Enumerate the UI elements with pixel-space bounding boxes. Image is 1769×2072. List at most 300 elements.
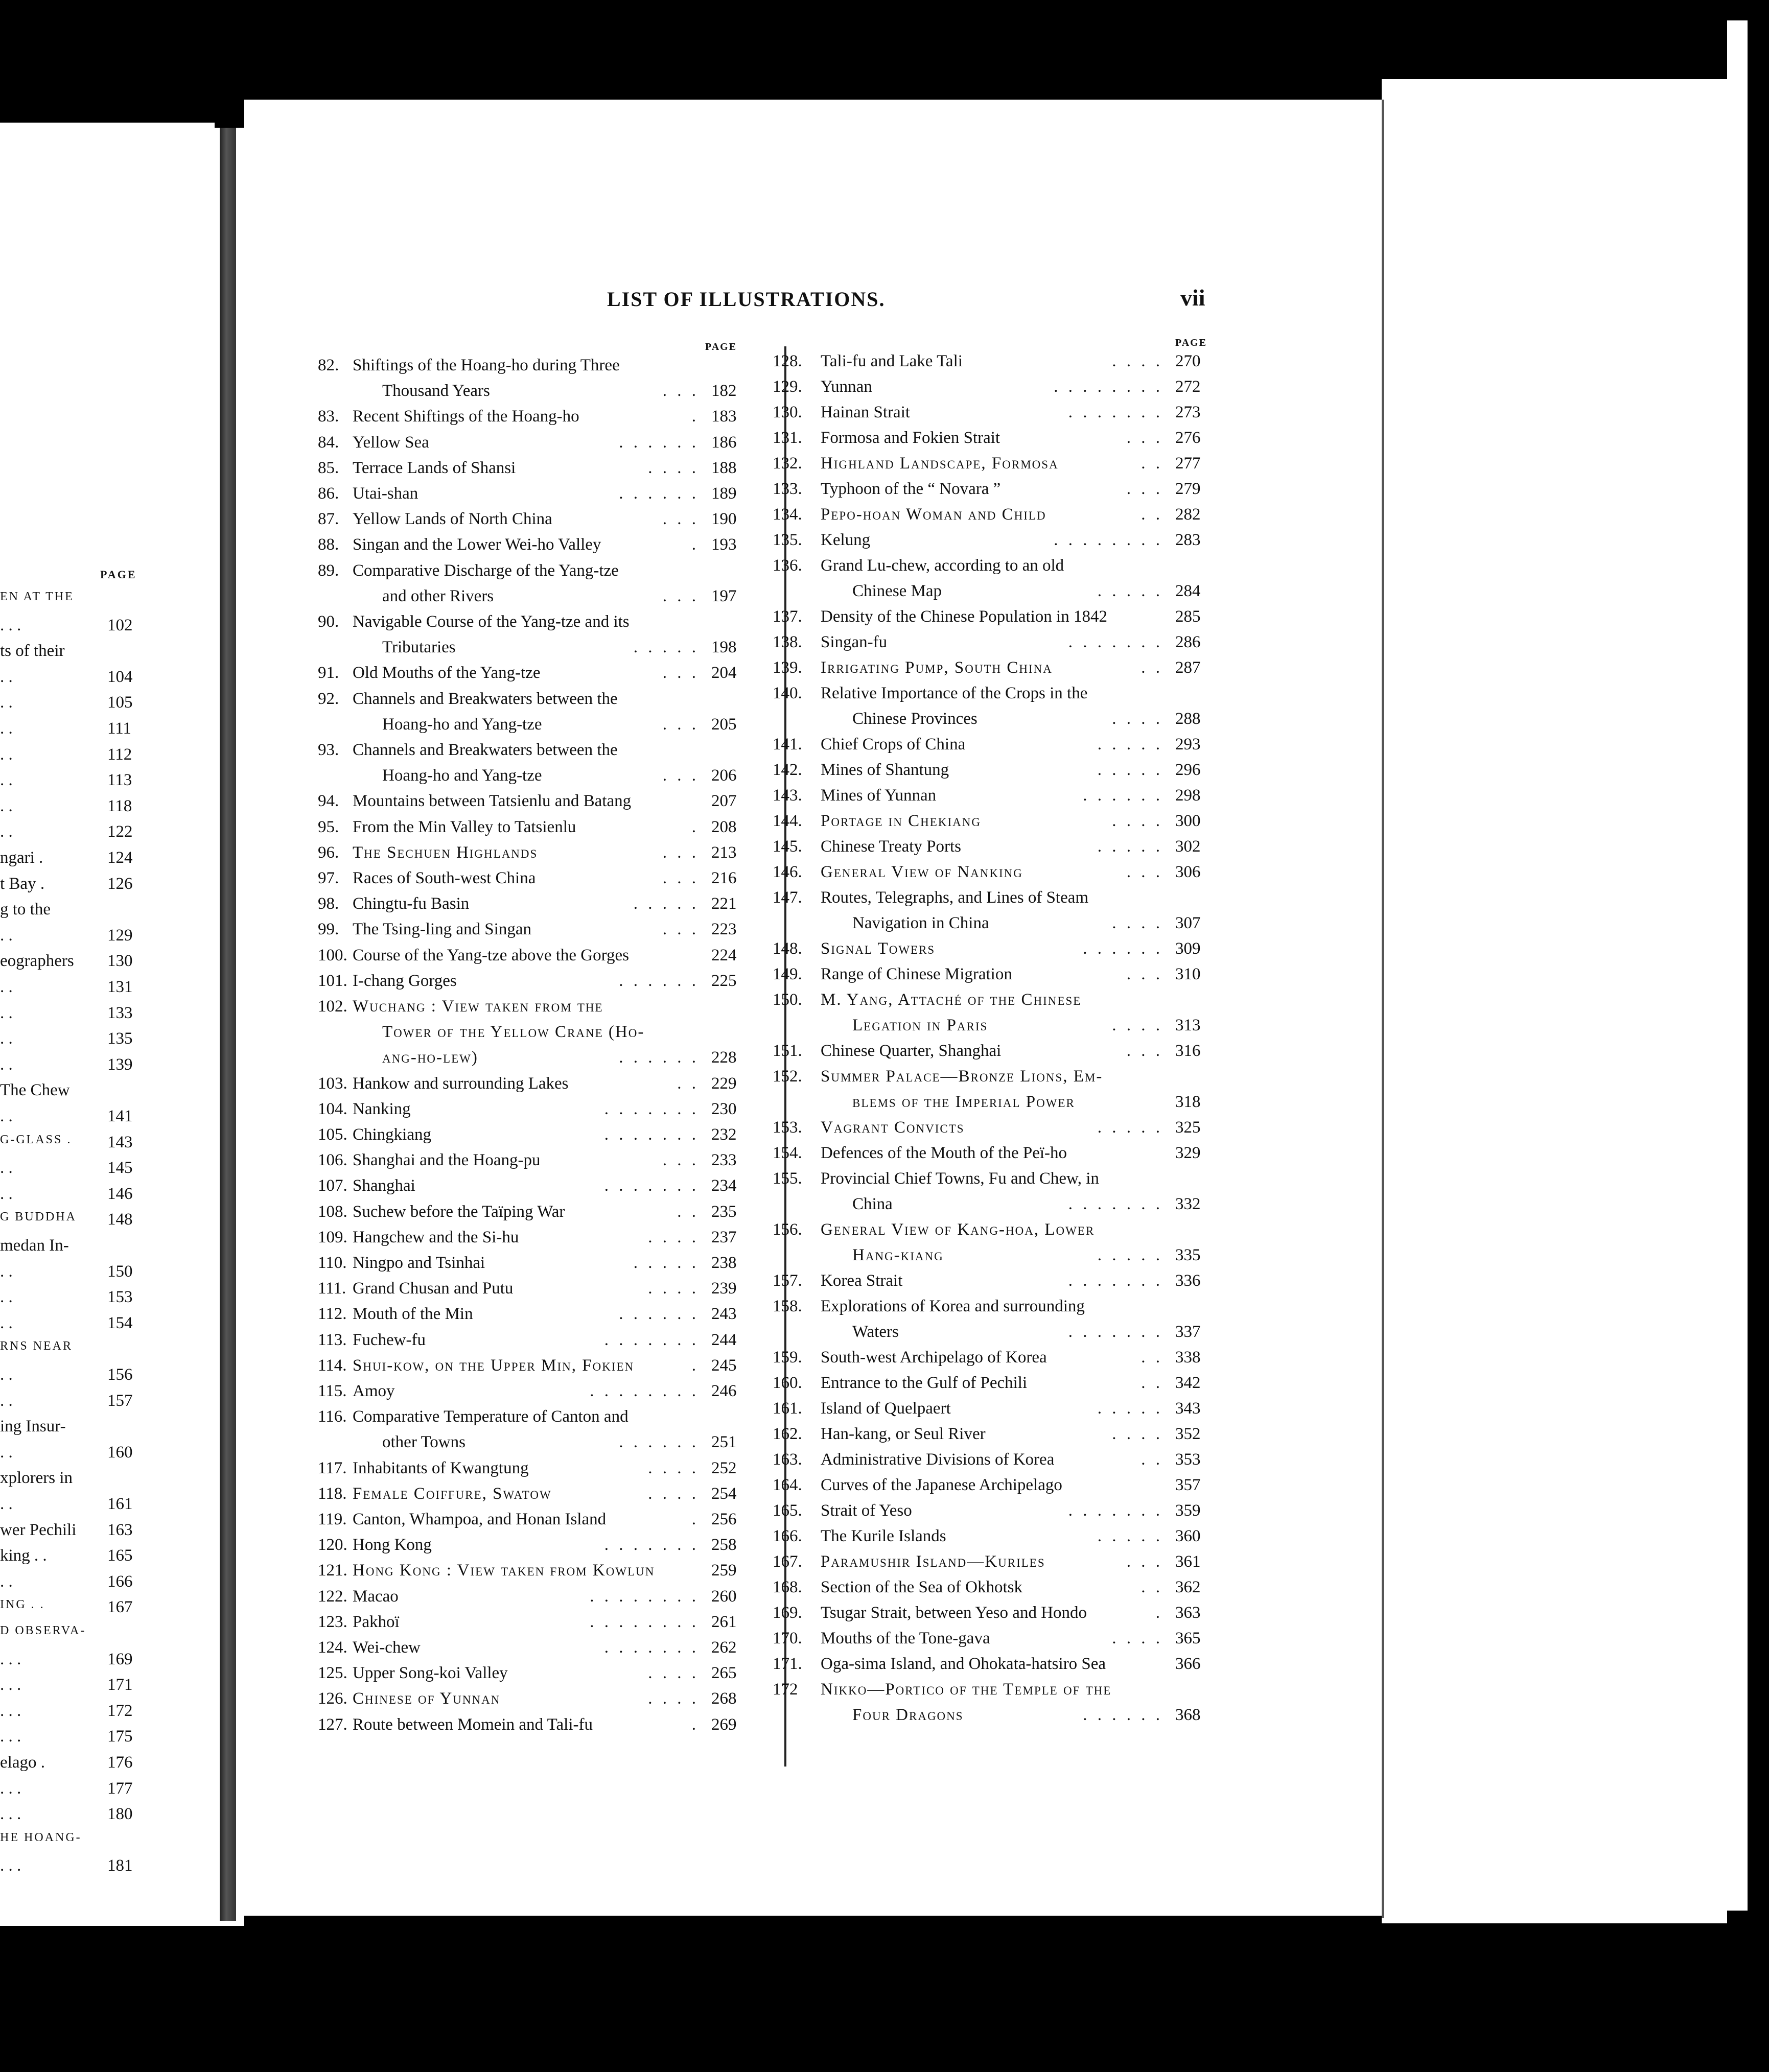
illustration-page: 233 (711, 1151, 737, 1170)
illustration-number: 151. (773, 1042, 802, 1060)
left-page-line-text: . . (0, 1572, 13, 1591)
left-page-line-text: . . (0, 1184, 13, 1203)
illustration-title: Route between Momein and Tali-fu (353, 1715, 593, 1734)
illustration-page: 230 (711, 1099, 737, 1118)
illustration-number: 140. (773, 684, 802, 702)
illustration-page: 329 (1175, 1144, 1201, 1162)
left-page-line-text: . . . (0, 616, 21, 634)
illustration-title: Yellow Lands of North China (353, 510, 552, 529)
illustration-number: 107. (318, 1176, 347, 1195)
illustration-title: Channels and Breakwaters between the (353, 689, 618, 708)
illustration-title: Recent Shiftings of the Hoang-ho (353, 407, 579, 426)
illustration-title: Range of Chinese Migration (821, 965, 1012, 983)
leader-dots: . . . (662, 1151, 699, 1170)
illustration-number: 93. (318, 741, 339, 759)
illustration-number: 159. (773, 1348, 802, 1367)
illustration-title: General View of Nanking (821, 863, 1023, 881)
illustration-title: China (852, 1195, 893, 1213)
book-spine-shadow (220, 128, 236, 1921)
illustration-number: 116. (318, 1407, 347, 1426)
illustration-title: Yunnan (821, 378, 872, 396)
illustration-title: Tali-fu and Lake Tali (821, 352, 963, 370)
left-page-line-text: G-GLASS . (0, 1133, 72, 1146)
leader-dots: . . . (662, 664, 699, 682)
illustration-page: 277 (1175, 454, 1201, 473)
leader-dots: . . . . (648, 1458, 699, 1477)
left-page-line-page: 160 (107, 1443, 133, 1462)
leader-dots: . . . . . (633, 1254, 699, 1272)
illustration-title: Tower of the Yellow Crane (Ho- (382, 1023, 645, 1042)
illustration-page: 235 (711, 1202, 737, 1221)
left-page-line-text: ing Insur- (0, 1417, 66, 1436)
illustration-page: 360 (1175, 1527, 1201, 1545)
left-page-line-page: 129 (107, 926, 133, 945)
left-page-line-text: . . (0, 1003, 13, 1022)
left-page-line-page: 130 (107, 952, 133, 971)
illustration-number: 138. (773, 633, 802, 651)
illustration-number: 99. (318, 920, 339, 939)
illustration-page: 237 (711, 1228, 737, 1246)
left-page-line-page: 124 (107, 849, 133, 867)
illustration-page: 197 (711, 586, 737, 605)
illustration-title: Hankow and surrounding Lakes (353, 1074, 569, 1093)
illustration-page: 352 (1175, 1425, 1201, 1443)
leader-dots: . . . . . (633, 894, 699, 913)
left-page-line-page: 104 (107, 667, 133, 686)
illustration-title: Provincial Chief Towns, Fu and Chew, in (821, 1169, 1099, 1188)
page-title: LIST OF ILLUSTRATIONS. (607, 288, 886, 311)
leader-dots: . . . . . (1097, 1399, 1163, 1418)
leader-dots: . . . . . . . (604, 1125, 699, 1144)
left-page-line-text: . . (0, 1262, 13, 1281)
illustration-title: Chinese Treaty Ports (821, 837, 962, 856)
leader-dots: . (691, 407, 699, 426)
left-page-line-page: 181 (107, 1856, 133, 1875)
illustration-title: Fuchew-fu (353, 1330, 426, 1349)
illustration-title: Summer Palace—Bronze Lions, Em- (821, 1067, 1103, 1086)
illustration-number: 110. (318, 1254, 347, 1272)
illustration-title: Korea Strait (821, 1272, 903, 1290)
page-edge (1727, 20, 1769, 1926)
leader-dots: . . . . (1112, 1629, 1163, 1647)
illustration-page: 238 (711, 1254, 737, 1272)
leader-dots: . . . (1126, 1042, 1163, 1060)
illustration-title: Chinese Map (852, 582, 942, 600)
leader-dots: . . (1141, 1374, 1163, 1392)
left-page-line-text: . . (0, 1495, 13, 1513)
illustration-number: 120. (318, 1536, 347, 1555)
leader-dots: . . . . (1112, 710, 1163, 728)
illustration-number: 160. (773, 1374, 802, 1392)
illustration-number: 128. (773, 352, 802, 370)
illustration-page: 298 (1175, 786, 1201, 805)
illustration-page: 310 (1175, 965, 1201, 983)
illustration-number: 89. (318, 561, 339, 580)
illustration-number: 147. (773, 888, 802, 907)
leader-dots: . . . . . . . (1068, 1195, 1163, 1213)
illustration-title: Hang-kiang (852, 1246, 944, 1264)
left-page-line-page: 156 (107, 1365, 133, 1384)
illustration-page: 182 (711, 382, 737, 401)
illustration-number: 87. (318, 510, 339, 529)
left-page-line-page: 154 (107, 1313, 133, 1332)
illustration-title: Grand Lu-chew, according to an old (821, 556, 1064, 575)
illustration-number: 117. (318, 1458, 347, 1477)
illustration-page: 243 (711, 1305, 737, 1324)
leader-dots: . . . (1126, 863, 1163, 881)
illustration-title: Grand Chusan and Putu (353, 1279, 514, 1298)
illustration-number: 88. (318, 535, 339, 554)
illustration-number: 145. (773, 837, 802, 856)
left-page-line-text: medan In- (0, 1236, 69, 1255)
illustration-number: 111. (318, 1279, 346, 1298)
illustration-number: 169. (773, 1604, 802, 1622)
illustration-title: Density of the Chinese Population in 1842 (821, 607, 1107, 626)
illustration-page: 198 (711, 638, 737, 657)
left-page-line-page: 118 (107, 796, 132, 815)
illustration-title: Chinese Provinces (852, 710, 977, 728)
illustration-number: 162. (773, 1425, 802, 1443)
left-page-line-text: . . (0, 1029, 13, 1048)
illustration-title: Navigable Course of the Yang-tze and its (353, 613, 630, 631)
illustration-page: 205 (711, 715, 737, 734)
illustration-page: 259 (711, 1561, 737, 1580)
illustration-title: Course of the Yang-tze above the Gorges (353, 946, 630, 964)
left-page-line-page: 172 (107, 1701, 133, 1720)
left-page-line-page: 141 (107, 1107, 133, 1125)
illustration-page: 318 (1175, 1093, 1201, 1111)
illustration-title: Races of South-west China (353, 869, 536, 887)
illustration-title: I-chang Gorges (353, 971, 457, 990)
left-page-line-text: elago . (0, 1753, 45, 1772)
left-page-line-text: . . (0, 796, 13, 815)
illustration-number: 124. (318, 1638, 347, 1657)
left-page-line-text: ngari . (0, 849, 43, 867)
left-page-line-page: 139 (107, 1055, 133, 1074)
leader-dots: . . . . (1112, 914, 1163, 932)
leader-dots: . . (677, 1074, 699, 1093)
illustration-title: The Sechuen Highlands (353, 843, 538, 862)
left-page-line-text: eographers (0, 952, 74, 971)
illustration-number: 86. (318, 484, 339, 503)
illustration-title: Four Dragons (852, 1706, 964, 1724)
illustration-number: 109. (318, 1228, 347, 1246)
illustration-number: 118. (318, 1484, 347, 1503)
illustration-title: Highland Landscape, Formosa (821, 454, 1059, 473)
illustration-number: 164. (773, 1476, 802, 1494)
leader-dots: . . . . . . . . (590, 1382, 699, 1400)
illustration-page: 186 (711, 433, 737, 452)
illustration-title: Waters (852, 1323, 899, 1341)
illustration-page: 193 (711, 535, 737, 554)
leader-dots: . . . . . . . (604, 1330, 699, 1349)
illustration-number: 121. (318, 1561, 347, 1580)
left-page-line-page: 143 (107, 1133, 133, 1151)
illustration-page: 284 (1175, 582, 1201, 600)
left-page-line-text: t Bay . (0, 874, 45, 893)
leader-dots: . . . (662, 382, 699, 401)
illustration-number: 115. (318, 1382, 347, 1400)
illustration-number: 132. (773, 454, 802, 473)
leader-dots: . . . . (648, 1689, 699, 1708)
illustration-page: 335 (1175, 1246, 1201, 1264)
illustration-title: Tsugar Strait, between Yeso and Hondo (821, 1604, 1087, 1622)
illustration-page: 361 (1175, 1552, 1201, 1571)
illustration-page: 183 (711, 407, 737, 426)
illustration-number: 82. (318, 356, 339, 374)
illustration-page: 232 (711, 1125, 737, 1144)
illustration-title: Chingtu-fu Basin (353, 894, 470, 913)
illustration-number: 96. (318, 843, 339, 862)
illustration-title: Kelung (821, 531, 871, 549)
illustration-page: 221 (711, 894, 737, 913)
illustration-number: 83. (318, 407, 339, 426)
left-page-line-text: . . (0, 1443, 13, 1462)
illustration-page: 306 (1175, 863, 1201, 881)
left-page-heading: PAGE (100, 568, 137, 581)
left-page-line-text: RNS NEAR (0, 1339, 73, 1353)
illustration-page: 268 (711, 1689, 737, 1708)
leader-dots: . . . . (1112, 352, 1163, 370)
left-page-line-page: 113 (107, 771, 132, 790)
illustration-title: The Kurile Islands (821, 1527, 946, 1545)
leader-dots: . . . . . . (619, 1305, 699, 1324)
illustration-title: Curves of the Japanese Archipelago (821, 1476, 1062, 1494)
leader-dots: . . . (662, 510, 699, 529)
left-page-line-text: . . (0, 1365, 13, 1384)
illustration-number: 143. (773, 786, 802, 805)
illustration-page: 357 (1175, 1476, 1201, 1494)
illustration-page: 229 (711, 1074, 737, 1093)
leader-dots: . . . . (1112, 1016, 1163, 1034)
left-page-line-text: . . (0, 1313, 13, 1332)
leader-dots: . . . . (648, 1228, 699, 1246)
left-page-line-text: G BUDDHA (0, 1210, 77, 1224)
illustration-title: Nikko—Portico of the Temple of the (821, 1680, 1112, 1699)
leader-dots: . . . . . . (619, 1048, 699, 1067)
illustration-number: 148. (773, 939, 802, 958)
illustration-title: Canton, Whampoa, and Honan Island (353, 1510, 607, 1528)
illustration-number: 105. (318, 1125, 347, 1144)
illustration-page: 366 (1175, 1655, 1201, 1673)
left-page-line-text: . . . (0, 1701, 21, 1720)
illustration-page: 256 (711, 1510, 737, 1528)
left-page-line-text: . . (0, 693, 13, 712)
illustration-page: 265 (711, 1664, 737, 1683)
illustration-title: Oga-sima Island, and Ohokata-hatsiro Sea (821, 1655, 1106, 1673)
illustration-page: 223 (711, 920, 737, 939)
left-page-line-page: 180 (107, 1805, 133, 1824)
left-page-line-text: wer Pechili (0, 1520, 77, 1539)
illustration-title: Chinese of Yunnan (353, 1689, 501, 1708)
illustration-number: 97. (318, 869, 339, 887)
illustration-title: Tributaries (382, 638, 456, 657)
illustration-number: 123. (318, 1612, 347, 1631)
left-page-line-text: . . (0, 667, 13, 686)
left-page-line-text: . . . (0, 1779, 21, 1798)
leader-dots: . (1155, 1604, 1163, 1622)
illustration-page: 225 (711, 971, 737, 990)
left-page-line-text: . . (0, 978, 13, 996)
illustration-page: 208 (711, 817, 737, 836)
illustration-page: 283 (1175, 531, 1201, 549)
left-page-line-text: . . (0, 719, 13, 738)
illustration-number: 90. (318, 613, 339, 631)
illustration-title: Chingkiang (353, 1125, 431, 1144)
left-page-line-page: 169 (107, 1650, 133, 1668)
illustration-page: 207 (711, 792, 737, 811)
left-column-page-heading: PAGE (705, 341, 737, 352)
illustration-title: Upper Song-koi Valley (353, 1664, 508, 1683)
illustration-number: 168. (773, 1578, 802, 1596)
illustration-number: 112. (318, 1305, 347, 1324)
illustration-page: 279 (1175, 480, 1201, 498)
left-page-line-text: . . (0, 1159, 13, 1178)
illustration-title: Shanghai (353, 1176, 415, 1195)
illustration-number: 125. (318, 1664, 347, 1683)
left-page-line-page: 176 (107, 1753, 133, 1772)
illustration-number: 137. (773, 607, 802, 626)
illustration-title: Routes, Telegraphs, and Lines of Steam (821, 888, 1089, 907)
leader-dots: . . . . (648, 1664, 699, 1683)
leader-dots: . (691, 1715, 699, 1734)
illustration-title: Utai-shan (353, 484, 418, 503)
illustration-page: 206 (711, 766, 737, 785)
left-page-line-page: 135 (107, 1029, 133, 1048)
leader-dots: . . (677, 1202, 699, 1221)
left-page-line-text: D OBSERVA- (0, 1624, 86, 1637)
illustration-title: Nanking (353, 1099, 411, 1118)
left-page-line-page: 175 (107, 1727, 133, 1746)
left-page-line-page: 133 (107, 1003, 133, 1022)
illustration-title: Irrigating Pump, South China (821, 658, 1053, 677)
illustration-title: Relative Importance of the Crops in the (821, 684, 1088, 702)
left-page-line-page: 150 (107, 1262, 133, 1281)
left-page-line-page: 122 (107, 822, 133, 841)
leader-dots: . . . . . . (619, 484, 699, 503)
illustration-title: Amoy (353, 1382, 395, 1400)
leader-dots: . . . . . . (1083, 939, 1163, 958)
illustration-title: Inhabitants of Kwangtung (353, 1458, 529, 1477)
left-page-line-page: 153 (107, 1288, 133, 1307)
illustration-page: 260 (711, 1587, 737, 1606)
illustration-page: 252 (711, 1458, 737, 1477)
illustration-title: Ningpo and Tsinhai (353, 1254, 485, 1272)
illustration-number: 127. (318, 1715, 347, 1734)
illustration-number: 139. (773, 658, 802, 677)
illustration-page: 282 (1175, 505, 1201, 524)
illustration-title: Old Mouths of the Yang-tze (353, 664, 541, 682)
illustration-title: Hoang-ho and Yang-tze (382, 766, 542, 785)
illustration-number: 171. (773, 1655, 802, 1673)
illustration-number: 144. (773, 812, 802, 830)
illustration-page: 262 (711, 1638, 737, 1657)
leader-dots: . . (1141, 1578, 1163, 1596)
illustration-number: 114. (318, 1356, 347, 1375)
illustration-number: 108. (318, 1202, 347, 1221)
left-page-line-page: 102 (107, 616, 133, 634)
illustration-number: 172 (773, 1680, 798, 1699)
left-page-line-text: g to the (0, 900, 51, 919)
left-page-line-text: king . . (0, 1546, 47, 1565)
illustration-page: 261 (711, 1612, 737, 1631)
illustration-number: 98. (318, 894, 339, 913)
illustration-title: From the Min Valley to Tatsienlu (353, 817, 576, 836)
illustration-page: 300 (1175, 812, 1201, 830)
illustration-page: 342 (1175, 1374, 1201, 1392)
illustration-page: 251 (711, 1433, 737, 1452)
illustration-page: 189 (711, 484, 737, 503)
illustration-number: 94. (318, 792, 339, 811)
leader-dots: . . . . . (1097, 837, 1163, 856)
illustration-title: Strait of Yeso (821, 1501, 912, 1520)
illustration-number: 163. (773, 1450, 802, 1469)
leader-dots: . . . . . . . (604, 1176, 699, 1195)
illustration-title: Legation in Paris (852, 1016, 988, 1034)
leader-dots: . . . . . (1097, 1246, 1163, 1264)
illustration-page: 332 (1175, 1195, 1201, 1213)
leader-dots: . . . . . . . . (590, 1612, 699, 1631)
illustration-number: 154. (773, 1144, 802, 1162)
leader-dots: . . (1141, 658, 1163, 677)
left-page-line-text: . . (0, 1055, 13, 1074)
leader-dots: . . . . . . . (604, 1099, 699, 1118)
left-page-line-text: xplorers in (0, 1469, 73, 1488)
left-page-line-text: ING . . (0, 1598, 45, 1612)
illustration-page: 293 (1175, 735, 1201, 754)
illustration-title: Mines of Yunnan (821, 786, 937, 805)
illustration-title: Comparative Discharge of the Yang-tze (353, 561, 619, 580)
left-page-line-page: 111 (107, 719, 132, 738)
illustration-title: Suchew before the Taïping War (353, 1202, 565, 1221)
illustration-title: Female Coiffure, Swatow (353, 1484, 552, 1503)
illustration-number: 129. (773, 378, 802, 396)
illustration-page: 336 (1175, 1272, 1201, 1290)
illustration-title: Wuchang : View taken from the (353, 997, 603, 1016)
illustration-page: 338 (1175, 1348, 1201, 1367)
illustration-title: Paramushir Island—Kuriles (821, 1552, 1045, 1571)
illustration-title: Wei-chew (353, 1638, 421, 1657)
illustration-number: 161. (773, 1399, 802, 1418)
illustration-number: 153. (773, 1118, 802, 1137)
illustration-number: 167. (773, 1552, 802, 1571)
leader-dots: . . . . . . (1083, 786, 1163, 805)
illustration-title: Pepo-hoan Woman and Child (821, 505, 1046, 524)
illustration-title: Mouth of the Min (353, 1305, 473, 1324)
illustration-page: 343 (1175, 1399, 1201, 1418)
illustration-number: 102. (318, 997, 347, 1016)
illustration-number: 95. (318, 817, 339, 836)
illustration-page: 273 (1175, 403, 1201, 421)
illustration-title: Mines of Shantung (821, 761, 949, 779)
illustration-title: Singan-fu (821, 633, 888, 651)
illustration-title: Channels and Breakwaters between the (353, 741, 618, 759)
illustration-page: 239 (711, 1279, 737, 1298)
illustration-title: Shanghai and the Hoang-pu (353, 1151, 541, 1170)
illustration-page: 309 (1175, 939, 1201, 958)
illustration-page: 285 (1175, 607, 1201, 626)
illustration-number: 91. (318, 664, 339, 682)
illustration-title: Hong Kong (353, 1536, 432, 1555)
leader-dots: . . . . (648, 1279, 699, 1298)
illustration-number: 92. (318, 689, 339, 708)
left-page-line-page: 157 (107, 1391, 133, 1410)
illustration-page: 316 (1175, 1042, 1201, 1060)
left-page-line-page: 165 (107, 1546, 133, 1565)
illustration-title: M. Yang, Attaché of the Chinese (821, 991, 1082, 1009)
illustration-number: 156. (773, 1220, 802, 1239)
illustration-page: 296 (1175, 761, 1201, 779)
